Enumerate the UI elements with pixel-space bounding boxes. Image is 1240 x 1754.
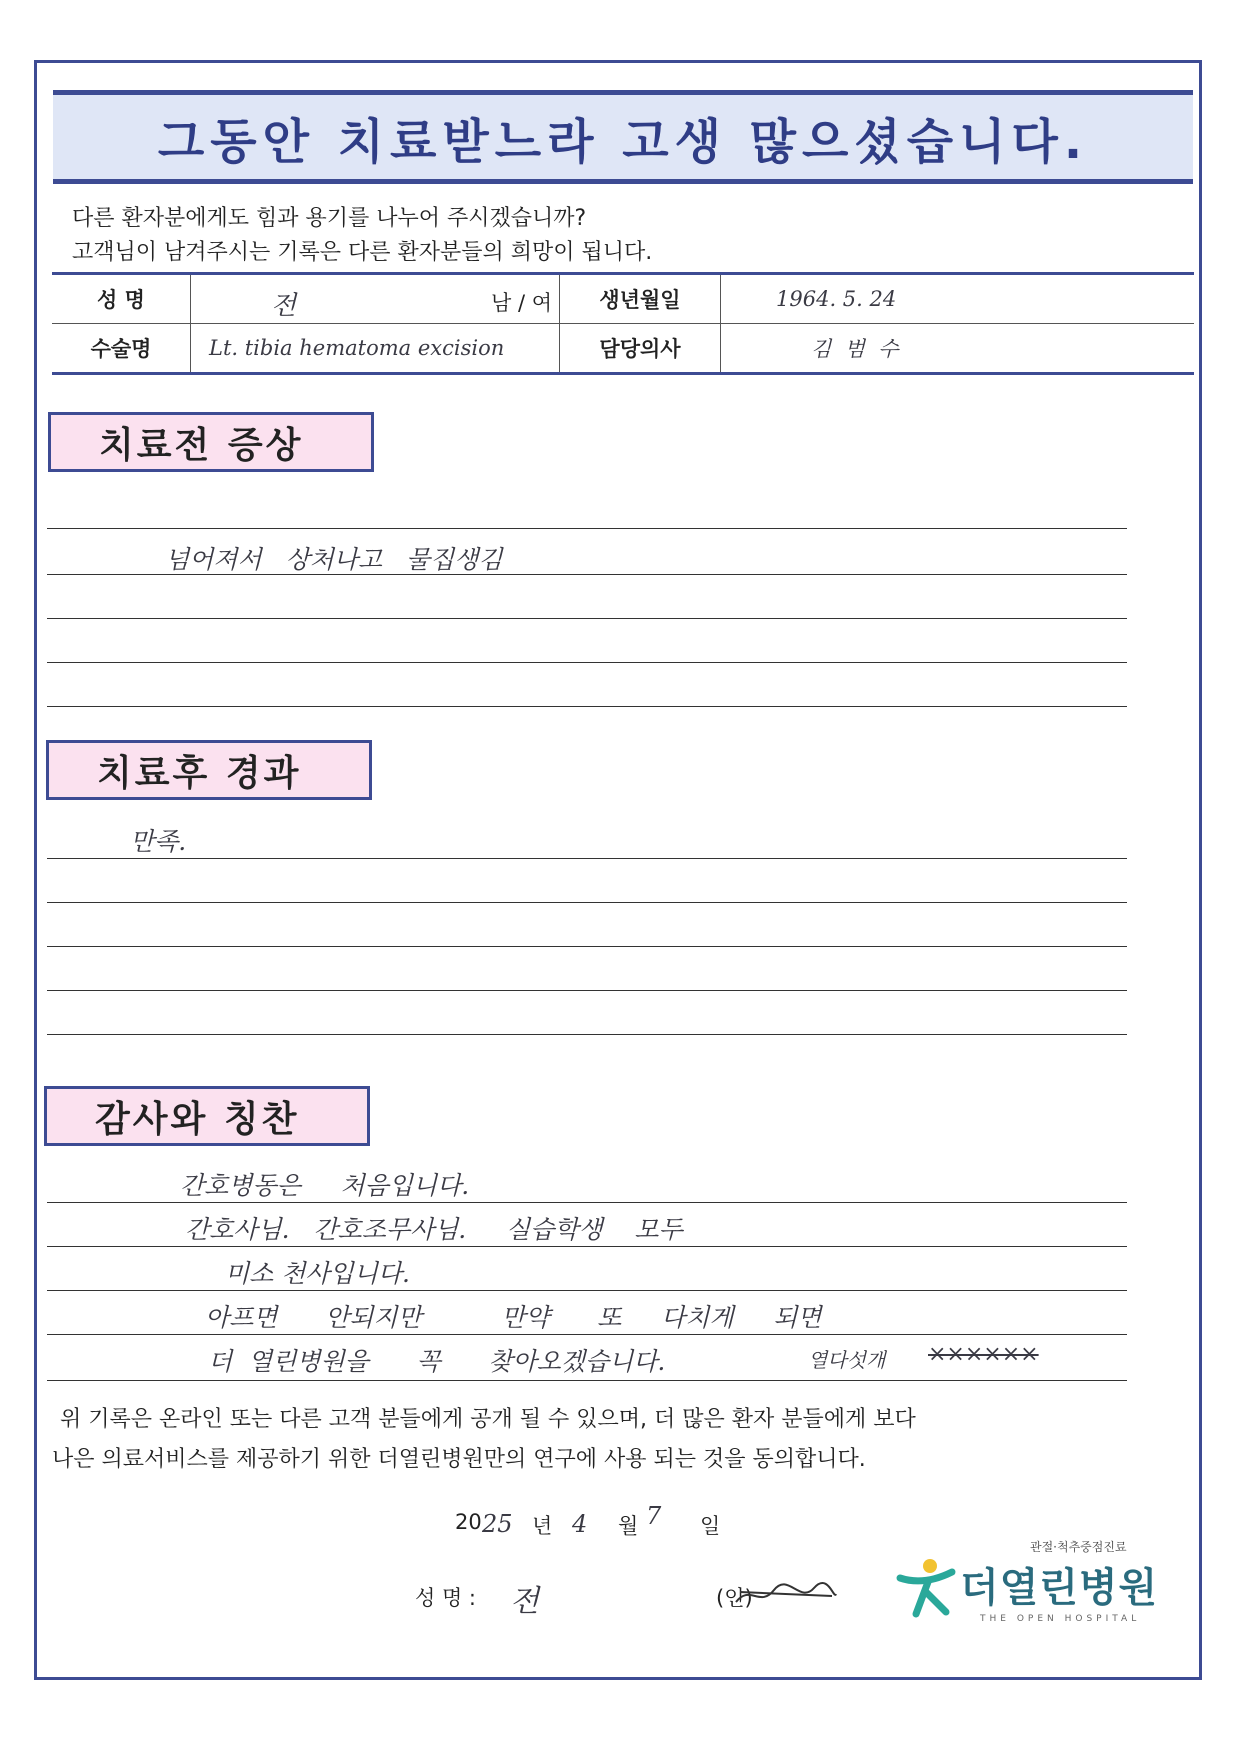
thanks-note-struck: ××××××	[928, 1342, 1039, 1367]
date-month[interactable]: 4	[572, 1510, 588, 1538]
hospital-logo	[890, 1538, 1160, 1628]
ruled-line	[47, 1202, 1127, 1203]
ruled-line	[47, 618, 1127, 619]
birth-value[interactable]: 1964. 5. 24	[721, 274, 1195, 324]
ruled-line	[47, 662, 1127, 663]
date-year-label: 년	[532, 1514, 553, 1538]
section-before-heading: 치료전 증상	[48, 412, 374, 472]
consent-line-1: 위 기록은 온라인 또는 다른 고객 분들에게 공개 될 수 있으며, 더 많은 환자 분들에게 보다	[60, 1407, 916, 1432]
thanks-line-4: 아프면 안되지만 만약 또 다치게 되면	[205, 1303, 822, 1332]
date-year[interactable]: 25	[482, 1510, 513, 1538]
thanks-line-2: 간호사님. 간호조무사님. 실습학생 모두	[185, 1215, 683, 1244]
seal-label: (인)	[716, 1586, 753, 1610]
ruled-line	[47, 1334, 1127, 1335]
before-line-1: 넘어져서 상처나고 물집생김	[165, 545, 503, 574]
doctor-label: 담당의사	[560, 324, 721, 374]
ruled-line	[47, 1290, 1127, 1291]
person-figure-icon	[894, 1556, 958, 1620]
title-banner	[53, 90, 1193, 184]
name-label: 성 명	[52, 274, 191, 324]
ruled-line	[47, 706, 1127, 707]
thanks-line-3: 미소 천사입니다.	[225, 1259, 410, 1288]
intro-text	[72, 202, 652, 270]
intro-line-2: 고객님이 남겨주시는 기록은 다른 환자분들의 희망이 됩니다.	[72, 240, 653, 265]
consent-text	[52, 1400, 916, 1480]
doctor-value[interactable]: 김 범 수	[721, 324, 1195, 374]
date-month-label: 월	[618, 1514, 639, 1538]
ruled-line	[47, 946, 1127, 947]
thanks-line-5: 더 열린병원을 꼭 찾아오겠습니다.	[208, 1347, 666, 1376]
ruled-line	[47, 902, 1127, 903]
consent-line-2: 나은 의료서비스를 제공하기 위한 더열린병원만의 연구에 사용 되는 것을 동의합니다.	[52, 1447, 866, 1472]
thanks-line-1: 간호병동은 처음입니다.	[180, 1171, 470, 1200]
surgery-label: 수술명	[52, 324, 191, 374]
name-value: 전	[271, 291, 297, 321]
surgery-value[interactable]: Lt. tibia hematoma excision	[191, 324, 560, 374]
date-day-label: 일	[700, 1514, 721, 1538]
ruled-line	[47, 1380, 1127, 1381]
page-title: 그동안 치료받느라 고생 많으셨습니다.	[157, 113, 1089, 170]
ruled-line	[47, 990, 1127, 991]
after-line-1: 만족.	[130, 827, 187, 856]
ruled-line	[47, 858, 1127, 859]
section-thanks-heading: 감사와 칭찬	[44, 1086, 370, 1146]
intro-line-1: 다른 환자분에게도 힘과 용기를 나누어 주시겠습니까?	[72, 206, 587, 231]
date-prefix: 20	[455, 1510, 482, 1534]
date-day[interactable]: 7	[646, 1502, 662, 1530]
birth-label: 생년월일	[560, 274, 721, 324]
signature-name[interactable]: 전	[510, 1584, 539, 1619]
patient-info-table	[52, 272, 1194, 375]
signature-label: 성 명 :	[415, 1586, 476, 1610]
ruled-line	[47, 528, 1127, 529]
ruled-line	[47, 1246, 1127, 1247]
logo-english: THE OPEN HOSPITAL	[980, 1614, 1141, 1624]
section-after-heading: 치료후 경과	[46, 740, 372, 800]
handwritten-seal-signature	[730, 1578, 840, 1612]
name-cell[interactable]	[191, 274, 560, 324]
logo-subtitle: 관절·척추중점진료	[1030, 1540, 1127, 1554]
thanks-note: 열다섯개	[808, 1348, 886, 1372]
logo-name: 더열린병원	[960, 1565, 1159, 1611]
ruled-line	[47, 1034, 1127, 1035]
gender-option: 남 / 여	[491, 291, 552, 315]
